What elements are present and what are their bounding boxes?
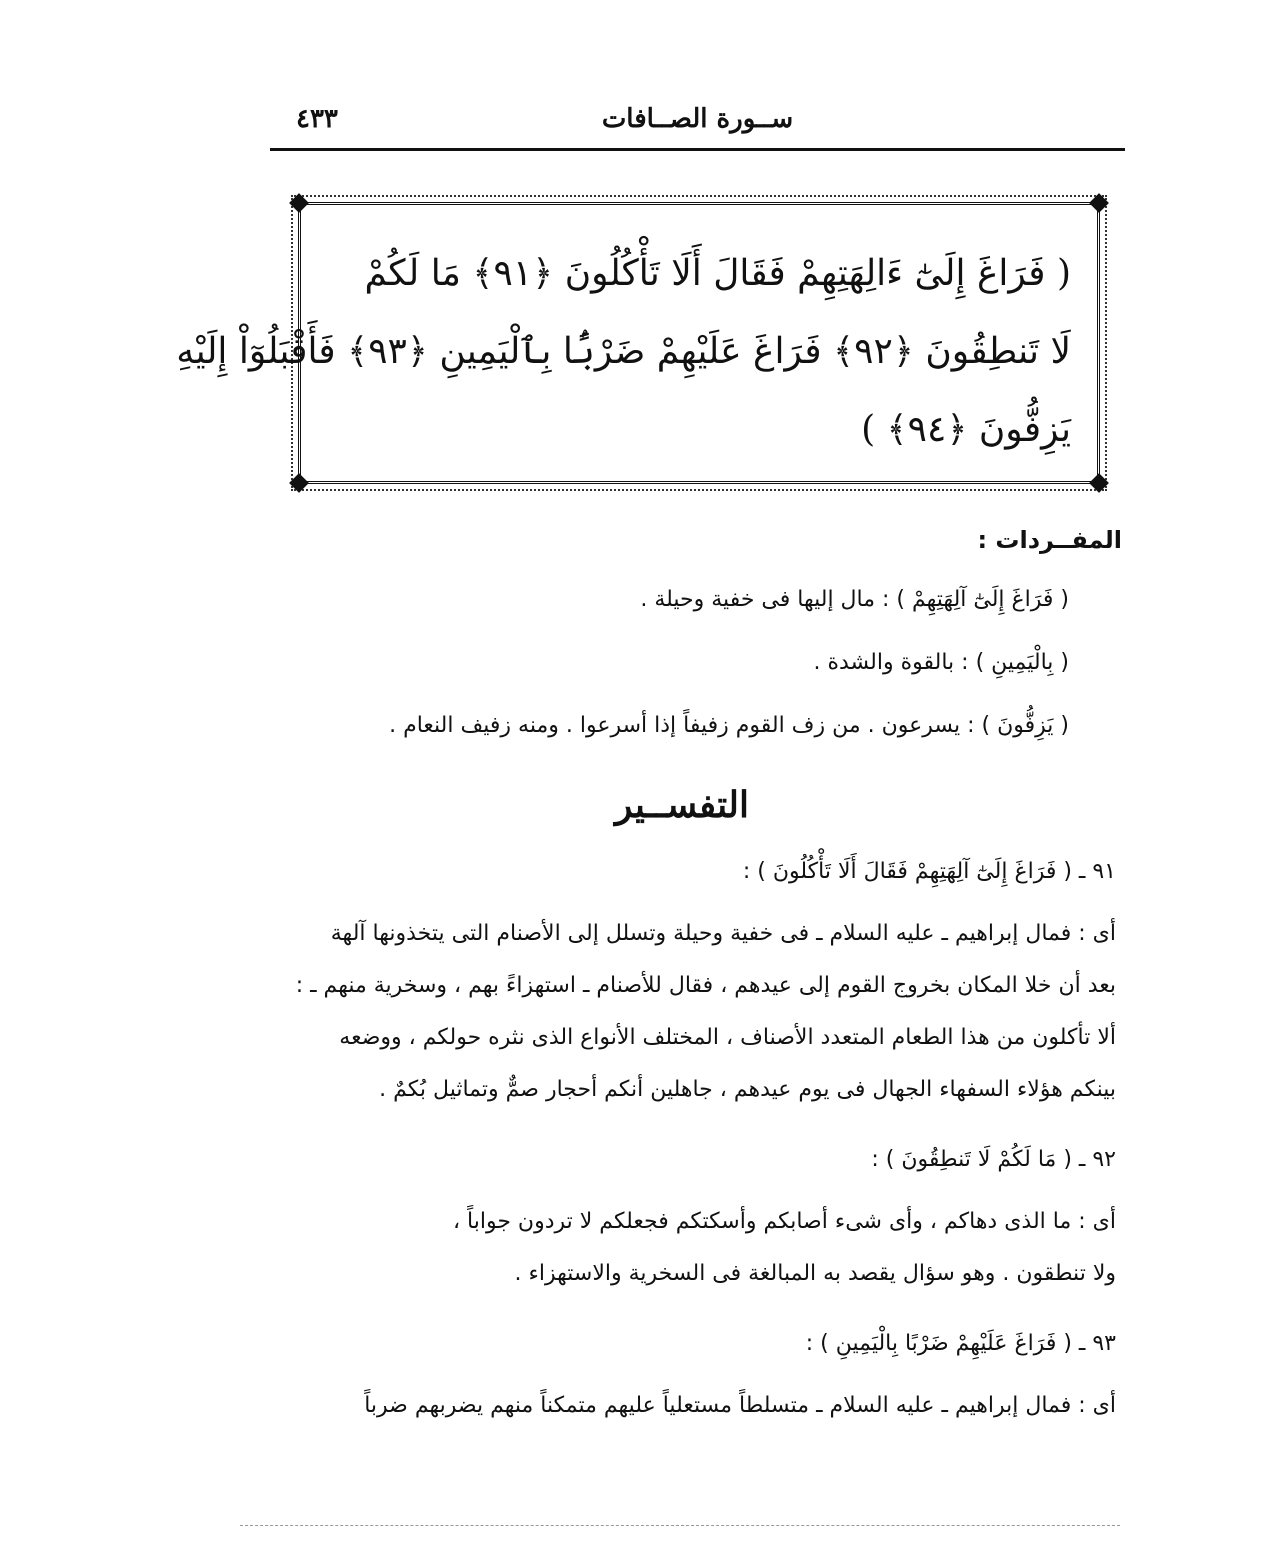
- tafsir-body: [266, 850, 1116, 1454]
- tafsir-line: بعد أن خلا المكان بخروج القوم إلى عيدهم ، فقال للأصنام ـ استهزاءً بهم ، وسخرية منهم ـ :: [295, 973, 1116, 998]
- tafsir-paragraph: [266, 908, 1116, 1116]
- vocabulary-item: ( فَرَاغَ إِلَىٰٓ آلِهَتِهِمْ ) : مال إليها فى خفية وحيلة .: [640, 587, 1069, 612]
- tafsir-verse-reference: ٩١ ـ ( فَرَاغَ إِلَىٰٓ آلِهَتِهِمْ فَقَالَ أَلَا تَأْكُلُونَ ) :: [742, 859, 1116, 884]
- quran-verses: [176, 235, 1071, 469]
- vocabulary-list: [209, 580, 1069, 769]
- tafsir-paragraph: [266, 1380, 1116, 1432]
- page-number: ٤٣٣: [296, 104, 338, 134]
- vocabulary-item: ( يَزِفُّونَ ) : يسرعون . من زف القوم زفيفاً إذا أسرعوا . ومنه زفيف النعام .: [389, 713, 1069, 738]
- verse-line: لَا تَنطِقُونَ ﴿٩٢﴾ فَرَاغَ عَلَيْهِمْ ضَرْبًۢا بِٱلْيَمِينِ ﴿٩٣﴾ فَأَقْبَلُوٓاْ إِلَيْهِ: [176, 331, 1071, 372]
- tafsir-paragraph: [266, 1196, 1116, 1300]
- frame-corner-ornament: [1089, 473, 1109, 493]
- tafsir-line: ولا تنطقون . وهو سؤال يقصد به المبالغة فى السخرية والاستهزاء .: [514, 1261, 1116, 1286]
- tafsir-heading: التفســير: [615, 784, 749, 826]
- tafsir-verse-reference: ٩٢ ـ ( مَا لَكُمْ لَا تَنطِقُونَ ) :: [871, 1147, 1116, 1172]
- footer-divider: [240, 1525, 1120, 1526]
- verse-line: يَزِفُّونَ ﴿٩٤﴾ ): [861, 409, 1071, 450]
- frame-corner-ornament: [1089, 193, 1109, 213]
- tafsir-line: أى : فمال إبراهيم ـ عليه السلام ـ متسلطاً مستعلياً عليهم متمكناً منهم يضربهم ضرباً: [364, 1393, 1116, 1418]
- tafsir-line: أى : ما الذى دهاكم ، وأى شىء أصابكم وأسكتكم فجعلكم لا تردون جواباً ،: [452, 1209, 1116, 1234]
- frame-corner-ornament: [289, 473, 309, 493]
- tafsir-line: ألا تأكلون من هذا الطعام المتعدد الأصناف ، المختلف الأنواع الذى نثره حولكم ، ووضعه: [339, 1025, 1116, 1050]
- vocabulary-heading: المفــردات :: [977, 526, 1122, 554]
- surah-title: ســورة الصــافات: [601, 104, 794, 134]
- page-header: [270, 100, 1125, 151]
- tafsir-line: أى : فمال إبراهيم ـ عليه السلام ـ فى خفية وحيلة وتسلل إلى الأصنام التى يتخذونها آلهة: [330, 921, 1116, 946]
- quran-verse-frame: [176, 202, 1100, 484]
- verse-line: ( فَرَاغَ إِلَىٰٓ ءَالِهَتِهِمْ فَقَالَ أَلَا تَأْكُلُونَ ﴿٩١﴾ مَا لَكُمْ: [364, 253, 1071, 294]
- tafsir-line: بينكم هؤلاء السفهاء الجهال فى يوم عيدهم ، جاهلين أنكم أحجار صمٌّ وتماثيل بُكمٌ .: [379, 1077, 1116, 1102]
- frame-corner-ornament: [289, 193, 309, 213]
- tafsir-verse-reference: ٩٣ ـ ( فَرَاغَ عَلَيْهِمْ ضَرْبًا بِالْيَمِينِ ) :: [805, 1331, 1116, 1356]
- vocabulary-item: ( بِالْيَمِينِ ) : بالقوة والشدة .: [813, 650, 1069, 675]
